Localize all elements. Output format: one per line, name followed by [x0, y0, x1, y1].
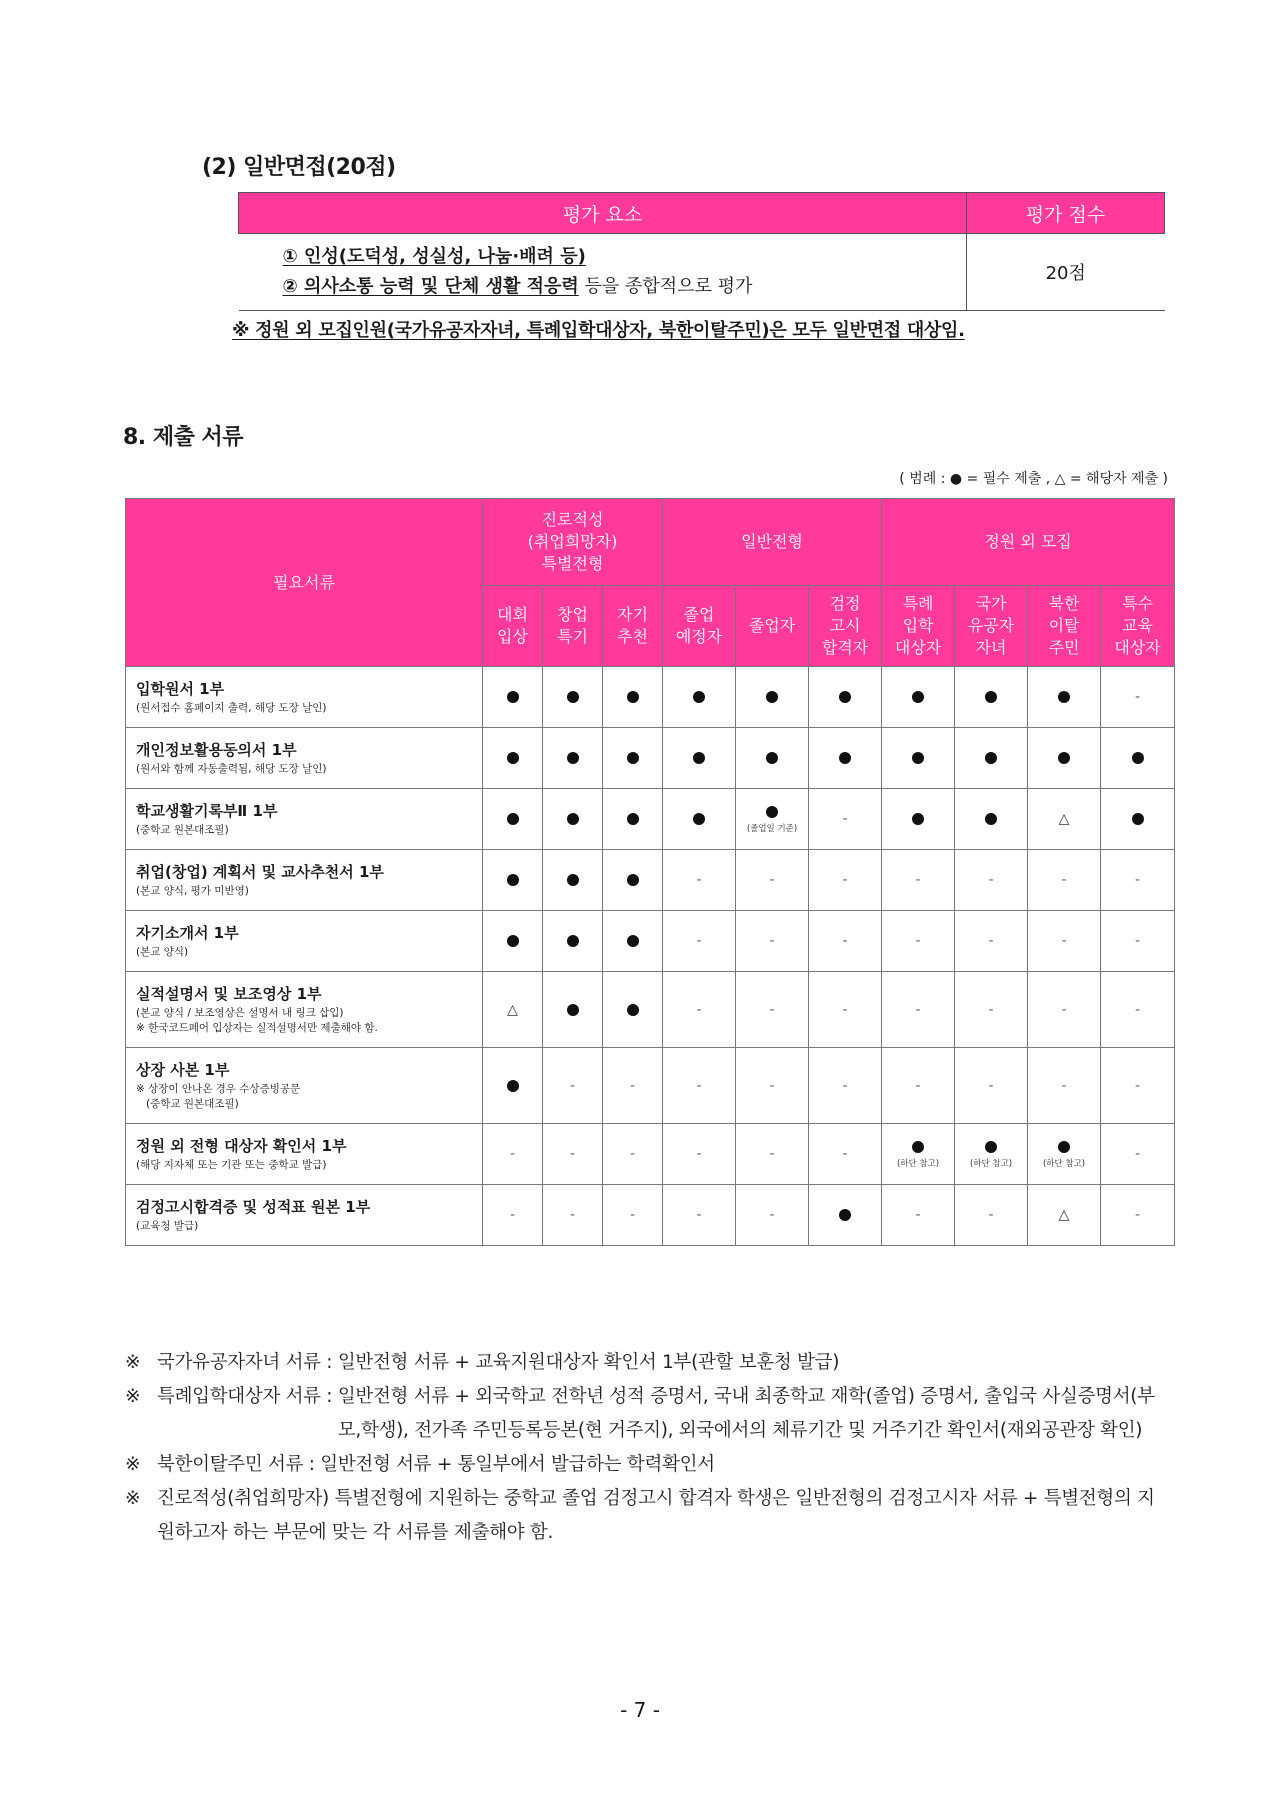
mark-cell	[882, 1048, 955, 1124]
mark-cell	[955, 1048, 1028, 1124]
table-row	[126, 1048, 1175, 1124]
not-applicable-dash: -	[1061, 872, 1067, 888]
mark-cell	[483, 1048, 543, 1124]
mark-cell	[736, 1185, 809, 1246]
not-applicable-dash: -	[915, 1077, 921, 1094]
mark-cell	[543, 850, 603, 911]
required-dot-icon	[912, 752, 924, 764]
not-applicable-dash: -	[988, 1077, 994, 1094]
not-applicable-dash: -	[769, 1207, 775, 1223]
mark-cell	[543, 1185, 603, 1246]
required-dot-icon	[693, 752, 705, 764]
required-dot-icon	[1058, 1141, 1070, 1153]
mark-cell	[809, 1185, 882, 1246]
mark-cell	[809, 911, 882, 972]
doc-subtext: (본교 양식 / 보조영상은 설명서 내 링크 삽입)	[136, 1007, 344, 1019]
column-header: 북한 이탈 주민	[1028, 586, 1101, 667]
not-applicable-dash: -	[1135, 1001, 1141, 1018]
required-dot-icon	[912, 691, 924, 703]
mark-cell	[1028, 728, 1101, 789]
mark-cell	[663, 972, 736, 1048]
not-applicable-dash: -	[769, 1077, 775, 1094]
eval-header-score: 평가 점수	[967, 193, 1165, 234]
conditional-triangle-icon: △	[507, 1001, 518, 1018]
mark-cell	[483, 1124, 543, 1185]
note-veterans: ※ 국가유공자자녀 서류 : 일반전형 서류 + 교육지원대상자 확인서 1부(관할 보훈청 발급)	[125, 1352, 840, 1373]
interview-note: ※ 정원 외 모집인원(국가유공자자녀, 특례입학대상자, 북한이탈주민)은 모두 일반면접 대상임.	[232, 320, 965, 341]
mark-cell	[1101, 789, 1175, 850]
mark-cell	[736, 911, 809, 972]
required-dot-icon	[839, 752, 851, 764]
mark-cell	[543, 1048, 603, 1124]
required-dot-icon	[1058, 752, 1070, 764]
eval-header-item: 평가 요소	[239, 193, 967, 234]
required-dot-icon	[693, 691, 705, 703]
table-row	[126, 911, 1175, 972]
mark-cell	[736, 728, 809, 789]
not-applicable-dash: -	[569, 1077, 576, 1094]
mark-cell	[955, 1124, 1028, 1185]
not-applicable-dash: -	[509, 1207, 516, 1223]
mark-cell	[603, 850, 663, 911]
notes-block	[125, 1346, 1168, 1550]
mark-cell	[882, 789, 955, 850]
not-applicable-dash: -	[915, 1207, 921, 1223]
column-header: 창업 특기	[543, 586, 603, 667]
column-header: 특례 입학 대상자	[882, 586, 955, 667]
not-applicable-dash: -	[696, 1001, 702, 1018]
required-dot-icon	[567, 874, 579, 886]
mark-cell	[1101, 667, 1175, 728]
mark-cell	[1028, 789, 1101, 850]
required-dot-icon	[1132, 752, 1144, 764]
legend: ( 범례 : ● = 필수 제출 , △ = 해당자 제출 )	[899, 471, 1168, 487]
not-applicable-dash: -	[1135, 1077, 1141, 1094]
required-dot-icon	[839, 691, 851, 703]
eval-items-cell	[239, 234, 967, 311]
mark-cell	[1101, 1185, 1175, 1246]
not-applicable-dash: -	[1061, 1077, 1067, 1094]
header-group-career: 진로적성 (취업희망자) 특별전형	[483, 499, 663, 586]
not-applicable-dash: -	[1135, 872, 1141, 888]
required-dot-icon	[627, 874, 639, 886]
not-applicable-dash: -	[1061, 1001, 1067, 1018]
mark-cell	[882, 1124, 955, 1185]
cell-note: (하단 참고)	[896, 1159, 940, 1169]
doc-name: 검정고시합격증 및 성적표 원본 1부	[136, 1198, 371, 1216]
mark-cell	[955, 789, 1028, 850]
mark-cell	[736, 1048, 809, 1124]
header-group-extra: 정원 외 모집	[882, 499, 1175, 586]
doc-subtext: (중학교 원본대조필)	[136, 824, 229, 836]
mark-cell	[809, 728, 882, 789]
mark-cell	[543, 1124, 603, 1185]
not-applicable-dash: -	[842, 1077, 848, 1094]
doc-name: 상장 사본 1부	[136, 1061, 230, 1079]
not-applicable-dash: -	[629, 1207, 636, 1223]
required-dot-icon	[985, 1141, 997, 1153]
doc-name: 정원 외 전형 대상자 확인서 1부	[136, 1137, 347, 1155]
mark-cell	[736, 850, 809, 911]
required-dot-icon	[507, 691, 519, 703]
mark-cell	[543, 789, 603, 850]
not-applicable-dash: -	[842, 1001, 848, 1018]
doc-cell	[126, 789, 483, 850]
doc-name: 취업(창업) 계획서 및 교사추천서 1부	[136, 863, 384, 881]
mark-cell	[882, 1185, 955, 1246]
required-dot-icon	[766, 806, 778, 818]
not-applicable-dash: -	[769, 1001, 775, 1018]
mark-cell	[1101, 1124, 1175, 1185]
doc-subtext: (해당 지자체 또는 기관 또는 중학교 발급)	[136, 1159, 327, 1171]
not-applicable-dash: -	[696, 1146, 702, 1162]
doc-subtext: (본교 양식, 평가 미반영)	[136, 885, 249, 897]
required-dot-icon	[985, 691, 997, 703]
doc-subtext: ※ 한국코드페어 입상자는 실적설명서만 제출해야 함.	[136, 1022, 378, 1034]
mark-cell	[809, 667, 882, 728]
doc-name: 입학원서 1부	[136, 680, 225, 698]
not-applicable-dash: -	[696, 872, 702, 888]
not-applicable-dash: -	[1135, 1146, 1141, 1162]
mark-cell	[663, 667, 736, 728]
column-header: 대회 입상	[483, 586, 543, 667]
doc-name: 자기소개서 1부	[136, 924, 239, 942]
required-dot-icon	[1058, 691, 1070, 703]
table-row	[126, 667, 1175, 728]
table-row	[126, 1185, 1175, 1246]
doc-cell	[126, 850, 483, 911]
mark-cell	[1028, 1124, 1101, 1185]
eval-item-1: ① 인성(도덕성, 성실성, 나눔·배려 등)	[282, 246, 586, 267]
mark-cell	[955, 850, 1028, 911]
required-dot-icon	[693, 813, 705, 825]
mark-cell	[882, 850, 955, 911]
mark-cell	[736, 667, 809, 728]
mark-cell	[543, 728, 603, 789]
required-dot-icon	[567, 752, 579, 764]
not-applicable-dash: -	[1135, 689, 1141, 705]
mark-cell	[736, 789, 809, 850]
mark-cell	[1028, 850, 1101, 911]
mark-cell	[736, 972, 809, 1048]
required-dot-icon	[627, 813, 639, 825]
required-dot-icon	[985, 752, 997, 764]
cell-note: (하단 참고)	[969, 1159, 1013, 1169]
mark-cell	[955, 972, 1028, 1048]
required-dot-icon	[985, 813, 997, 825]
mark-cell	[809, 789, 882, 850]
not-applicable-dash: -	[769, 872, 775, 888]
not-applicable-dash: -	[629, 1146, 636, 1162]
evaluation-table	[238, 192, 1165, 311]
not-applicable-dash: -	[696, 933, 702, 949]
not-applicable-dash: -	[988, 1207, 994, 1223]
mark-cell	[603, 911, 663, 972]
mark-cell	[955, 667, 1028, 728]
mark-cell	[663, 1124, 736, 1185]
doc-cell	[126, 972, 483, 1048]
mark-cell	[483, 911, 543, 972]
required-dot-icon	[567, 691, 579, 703]
doc-subtext: (원서와 함께 자동출력됨, 해당 도장 날인)	[136, 763, 327, 775]
mark-cell	[882, 911, 955, 972]
required-dot-icon	[766, 752, 778, 764]
required-dot-icon	[507, 813, 519, 825]
not-applicable-dash: -	[1135, 933, 1141, 949]
not-applicable-dash: -	[842, 872, 848, 888]
mark-cell	[1101, 1048, 1175, 1124]
mark-cell	[483, 667, 543, 728]
documents-table	[125, 498, 1175, 1246]
not-applicable-dash: -	[842, 933, 848, 949]
doc-subtext: (원서접수 홈페이지 출력, 해당 도장 날인)	[136, 702, 327, 714]
section-title-documents: 8. 제출 서류	[123, 425, 243, 450]
required-dot-icon	[627, 752, 639, 764]
mark-cell	[1101, 911, 1175, 972]
page-number: - 7 -	[620, 1698, 660, 1722]
doc-subtext: (중학교 원본대조필)	[136, 1098, 239, 1110]
mark-cell	[809, 850, 882, 911]
doc-cell	[126, 1185, 483, 1246]
doc-name: 실적설명서 및 보조영상 1부	[136, 985, 322, 1003]
not-applicable-dash: -	[1061, 933, 1067, 949]
not-applicable-dash: -	[915, 1001, 921, 1018]
mark-cell	[543, 972, 603, 1048]
not-applicable-dash: -	[509, 1146, 516, 1162]
not-applicable-dash: -	[569, 1207, 576, 1223]
mark-cell	[663, 911, 736, 972]
not-applicable-dash: -	[988, 933, 994, 949]
required-dot-icon	[912, 813, 924, 825]
mark-cell	[882, 728, 955, 789]
mark-cell	[603, 1048, 663, 1124]
note-ged: ※ 진로적성(취업희망자) 특별전형에 지원하는 중학교 졸업 검정고시 합격자 학생은 일반전형의 검정고시자 서류 + 특별전형의 지원하고자 하는 부문에 맞는 각 서류를 제출해야 함.	[125, 1488, 1155, 1543]
doc-subtext: (본교 양식)	[136, 946, 189, 958]
mark-cell	[1101, 728, 1175, 789]
mark-cell	[483, 972, 543, 1048]
mark-cell	[955, 1185, 1028, 1246]
doc-name: 개인정보활용동의서 1부	[136, 741, 297, 759]
doc-subtext: ※ 상장이 안나온 경우 수상증빙공문	[136, 1083, 301, 1095]
mark-cell	[736, 1124, 809, 1185]
mark-cell	[663, 1048, 736, 1124]
note-special-admission: ※ 특례입학대상자 서류 : 일반전형 서류 + 외국학교 전학년 성적 증명서, 국내 최종학교 재학(졸업) 증명서, 출입국 사실증명서(부모,학생), 전가족 주민등록등본(현 거주지), 외국에서의 체류기간 및 거주기간 확인서(재외공관장 확인)	[125, 1386, 1155, 1441]
not-applicable-dash: -	[769, 1146, 775, 1162]
mark-cell	[1028, 972, 1101, 1048]
not-applicable-dash: -	[769, 933, 775, 949]
mark-cell	[483, 728, 543, 789]
column-header: 졸업자	[736, 586, 809, 667]
not-applicable-dash: -	[915, 872, 921, 888]
mark-cell	[809, 1048, 882, 1124]
mark-cell	[543, 911, 603, 972]
doc-cell	[126, 728, 483, 789]
cell-note: (하단 참고)	[1042, 1159, 1086, 1169]
doc-cell	[126, 667, 483, 728]
mark-cell	[603, 1185, 663, 1246]
mark-cell	[955, 911, 1028, 972]
required-dot-icon	[1132, 813, 1144, 825]
conditional-triangle-icon: △	[1058, 811, 1070, 827]
table-row	[126, 850, 1175, 911]
mark-cell	[955, 728, 1028, 789]
required-dot-icon	[567, 1004, 579, 1016]
column-header: 검정 고시 합격자	[809, 586, 882, 667]
table-row	[126, 1124, 1175, 1185]
required-dot-icon	[567, 935, 579, 947]
mark-cell	[603, 972, 663, 1048]
not-applicable-dash: -	[569, 1146, 576, 1162]
table-row	[126, 972, 1175, 1048]
required-dot-icon	[567, 813, 579, 825]
required-dot-icon	[627, 1004, 639, 1016]
required-dot-icon	[627, 935, 639, 947]
conditional-triangle-icon: △	[1058, 1207, 1070, 1223]
not-applicable-dash: -	[988, 1001, 994, 1018]
cell-note: (졸업일 기준)	[746, 824, 798, 834]
table-row	[126, 728, 1175, 789]
required-dot-icon	[766, 691, 778, 703]
doc-cell	[126, 911, 483, 972]
mark-cell	[809, 1124, 882, 1185]
column-header: 특수 교육 대상자	[1101, 586, 1175, 667]
mark-cell	[882, 972, 955, 1048]
eval-score: 20점	[967, 234, 1165, 311]
mark-cell	[809, 972, 882, 1048]
required-dot-icon	[839, 1209, 851, 1221]
mark-cell	[603, 1124, 663, 1185]
mark-cell	[1028, 1048, 1101, 1124]
table-row	[126, 789, 1175, 850]
required-dot-icon	[507, 752, 519, 764]
required-dot-icon	[507, 874, 519, 886]
mark-cell	[663, 1185, 736, 1246]
mark-cell	[663, 789, 736, 850]
column-header: 졸업 예정자	[663, 586, 736, 667]
doc-name: 학교생활기록부Ⅱ 1부	[136, 802, 278, 820]
mark-cell	[882, 667, 955, 728]
mark-cell	[663, 728, 736, 789]
mark-cell	[1028, 1185, 1101, 1246]
mark-cell	[603, 789, 663, 850]
not-applicable-dash: -	[988, 872, 994, 888]
mark-cell	[483, 850, 543, 911]
required-dot-icon	[507, 935, 519, 947]
not-applicable-dash: -	[842, 811, 848, 827]
required-dot-icon	[912, 1141, 924, 1153]
not-applicable-dash: -	[1135, 1207, 1141, 1223]
header-required-docs: 필요서류	[126, 499, 483, 667]
required-dot-icon	[507, 1080, 519, 1092]
doc-cell	[126, 1048, 483, 1124]
note-defectors: ※ 북한이탈주민 서류 : 일반전형 서류 + 통일부에서 발급하는 학력확인서	[125, 1454, 715, 1475]
doc-subtext: (교육청 발급)	[136, 1220, 199, 1232]
mark-cell	[1028, 911, 1101, 972]
not-applicable-dash: -	[696, 1207, 702, 1223]
mark-cell	[603, 728, 663, 789]
mark-cell	[483, 789, 543, 850]
not-applicable-dash: -	[842, 1146, 848, 1162]
column-header: 자기 추천	[603, 586, 663, 667]
mark-cell	[483, 1185, 543, 1246]
mark-cell	[1101, 972, 1175, 1048]
mark-cell	[663, 850, 736, 911]
not-applicable-dash: -	[696, 1077, 702, 1094]
required-dot-icon	[627, 691, 639, 703]
mark-cell	[1028, 667, 1101, 728]
not-applicable-dash: -	[629, 1077, 636, 1094]
header-group-general: 일반전형	[663, 499, 882, 586]
column-header: 국가 유공자 자녀	[955, 586, 1028, 667]
eval-item-2: ② 의사소통 능력 및 단체 생활 적응력 등을 종합적으로 평가	[282, 276, 753, 297]
mark-cell	[1101, 850, 1175, 911]
mark-cell	[543, 667, 603, 728]
not-applicable-dash: -	[915, 933, 921, 949]
section-title-interview: (2) 일반면접(20점)	[202, 155, 396, 180]
doc-cell	[126, 1124, 483, 1185]
mark-cell	[603, 667, 663, 728]
